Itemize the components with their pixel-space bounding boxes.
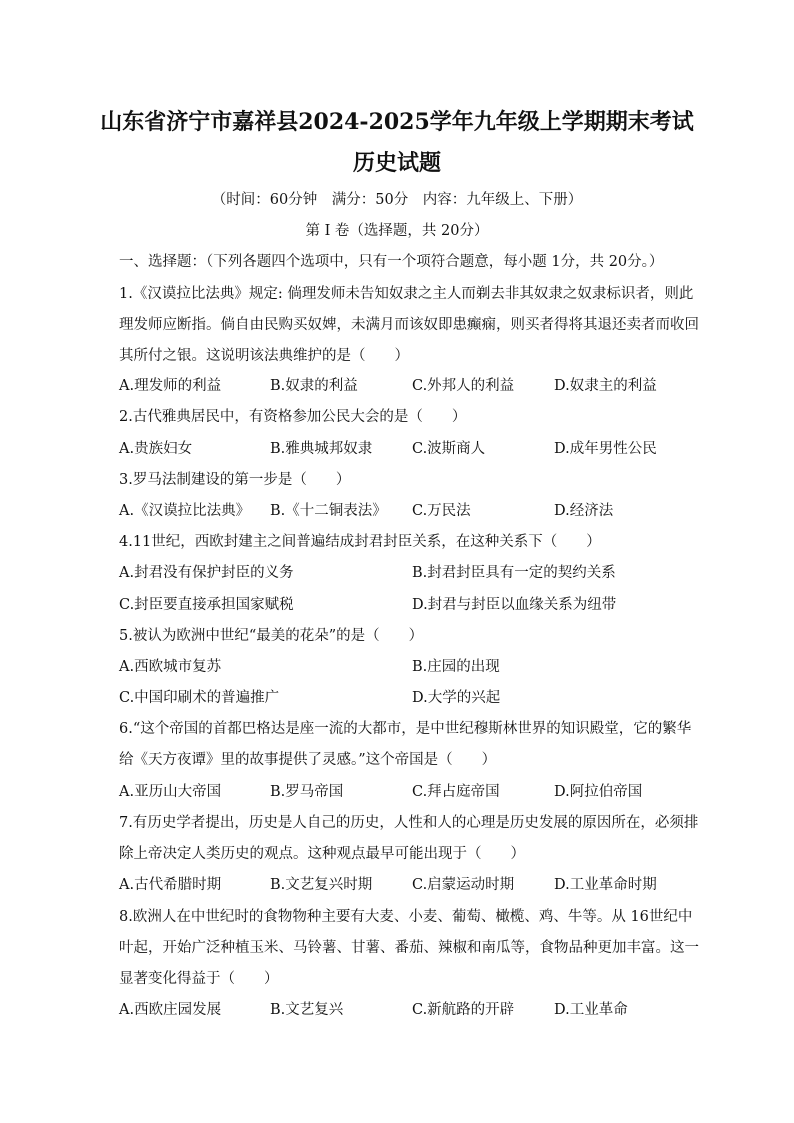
- question-5-option-a: A.西欧城市复苏: [119, 659, 222, 675]
- question-6-line-2: 给《天方夜谭》里的故事提供了灵感。”这个帝国是（ ）: [119, 752, 497, 768]
- question-8-option-a: A.西欧庄园发展: [119, 1002, 222, 1018]
- question-3-line-1: 3.罗马法制建设的第一步是（ ）: [119, 472, 351, 488]
- exam-subject-title: 历史试题: [352, 150, 441, 176]
- question-5-option-d: D.大学的兴起: [412, 690, 501, 706]
- question-4-option-d: D.封君与封臣以血缘关系为纽带: [412, 597, 617, 613]
- question-6-option-c: C.拜占庭帝国: [412, 784, 500, 800]
- exam-info: （时间：60分钟 满分：50分 内容：九年级上、下册）: [211, 192, 583, 208]
- question-8-option-b: B.文艺复兴: [270, 1002, 344, 1018]
- question-6-option-b: B.罗马帝国: [270, 784, 344, 800]
- question-3-option-a: A.《汉谟拉比法典》: [119, 503, 251, 519]
- question-1-option-b: B.奴隶的利益: [270, 378, 358, 394]
- question-1-option-d: D.奴隶主的利益: [554, 378, 657, 394]
- question-5-option-b: B.庄园的出现: [412, 659, 500, 675]
- question-4-option-c: C.封臣要直接承担国家赋税: [119, 597, 294, 613]
- question-1-line-1: 1.《汉谟拉比法典》规定: 倘理发师未告知奴隶之主人而剃去非其奴隶之奴隶标识者，则此: [119, 286, 694, 302]
- question-1-line-3: 其所付之银。这说明该法典维护的是（ ）: [119, 348, 409, 364]
- volume-header: 第 I 卷（选择题，共 20分）: [305, 223, 489, 239]
- question-3-option-c: C.万民法: [412, 503, 471, 519]
- question-5-option-c: C.中国印刷术的普遍推广: [119, 690, 280, 706]
- exam-title: 山东省济宁市嘉祥县2024-2025学年九年级上学期期末考试: [100, 109, 694, 135]
- question-1-option-a: A.理发师的利益: [119, 378, 222, 394]
- question-6-line-1: 6.“这个帝国的首都巴格达是座一流的大都市，是中世纪穆斯林世界的知识殿堂，它的繁华: [119, 721, 692, 737]
- question-6-option-a: A.亚历山大帝国: [119, 784, 222, 800]
- question-2-option-c: C.波斯商人: [412, 441, 486, 457]
- question-8-option-d: D.工业革命: [554, 1002, 628, 1018]
- question-8-line-1: 8.欧洲人在中世纪时的食物物种主要有大麦、小麦、葡萄、橄榄、鸡、牛等。从 16世纪中: [119, 909, 693, 925]
- question-3-option-b: B.《十二铜表法》: [270, 503, 387, 519]
- question-7-option-c: C.启蒙运动时期: [412, 877, 515, 893]
- question-4-line-1: 4.11世纪，西欧封建主之间普遍结成封君封臣关系，在这种关系下（ ）: [119, 534, 601, 550]
- question-7-option-d: D.工业革命时期: [554, 877, 657, 893]
- question-4-option-a: A.封君没有保护封臣的义务: [119, 565, 294, 581]
- question-3-option-d: D.经济法: [554, 503, 614, 519]
- question-8-option-c: C.新航路的开辟: [412, 1002, 515, 1018]
- question-7-line-1: 7.有历史学者提出，历史是人自己的历史，人性和人的心理是历史发展的原因所在，必须排: [119, 815, 699, 831]
- question-2-option-b: B.雅典城邦奴隶: [270, 441, 373, 457]
- question-7-option-a: A.古代希腊时期: [119, 877, 222, 893]
- question-8-line-3: 显著变化得益于（ ）: [119, 971, 279, 987]
- question-2-option-a: A.贵族妇女: [119, 441, 193, 457]
- section-instruction: 一、选择题：（下列各题四个选项中，只有一个项符合题意，每小题 1分，共 20分。）: [119, 254, 664, 270]
- question-8-line-2: 叶起，开始广泛种植玉米、马铃薯、甘薯、番茄、辣椒和南瓜等，食物品种更加丰富。这一: [119, 940, 699, 956]
- question-1-option-c: C.外邦人的利益: [412, 378, 515, 394]
- question-1-line-2: 理发师应断指。倘自由民购买奴婢，未满月而该奴即患癫痫，则买者得将其退还卖者而收回: [119, 317, 699, 333]
- question-5-line-1: 5.被认为欧洲中世纪“最美的花朵”的是（ ）: [119, 628, 424, 644]
- question-4-option-b: B.封君封臣具有一定的契约关系: [412, 565, 616, 581]
- question-7-option-b: B.文艺复兴时期: [270, 877, 373, 893]
- question-2-line-1: 2.古代雅典居民中，有资格参加公民大会的是（ ）: [119, 409, 467, 425]
- question-2-option-d: D.成年男性公民: [554, 441, 657, 457]
- question-6-option-d: D.阿拉伯帝国: [554, 784, 643, 800]
- question-7-line-2: 除上帝决定人类历史的观点。这种观点最早可能出现于（ ）: [119, 846, 525, 862]
